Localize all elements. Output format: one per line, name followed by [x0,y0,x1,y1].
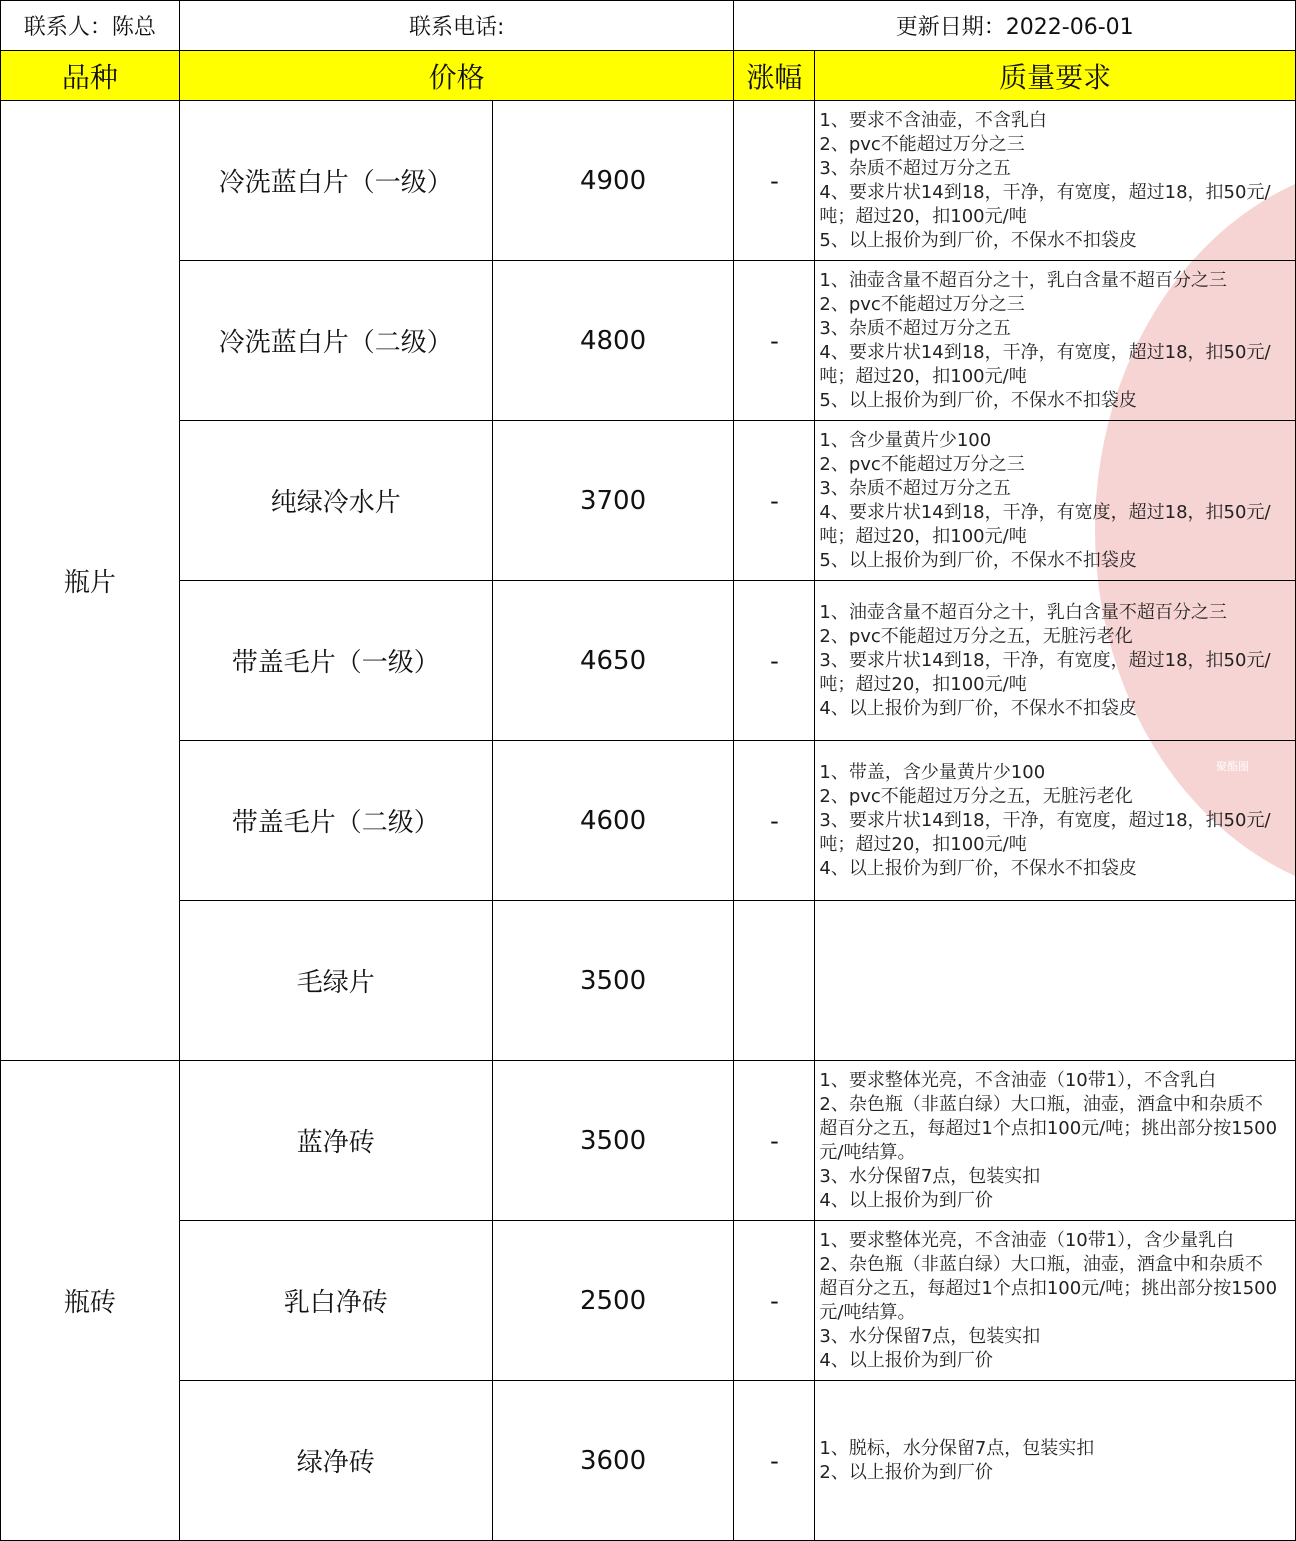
price-change: - [734,581,815,741]
variety-cell: 瓶片 [1,101,180,1061]
quality-line: 1、油壶含量不超百分之十，乳白含量不超百分之三 [819,601,1227,623]
quality-line: 2、以上报价为到厂价 [819,1461,993,1483]
quality-line: 吨；超过20，扣100元/吨 [819,205,1027,227]
quality-line: 吨；超过20，扣100元/吨 [819,365,1027,387]
price-change: - [734,741,815,901]
price-change: - [734,1381,815,1541]
quality-requirements [815,421,1296,581]
price-change: - [734,101,815,261]
header-row [1,51,1296,101]
quality-requirements [815,261,1296,421]
quality-line: 1、脱标，水分保留7点，包装实扣 [819,1437,1095,1459]
quality-line: 2、杂色瓶（非蓝白绿）大口瓶，油壶，酒盒中和杂质不 [819,1093,1263,1115]
quality-line: 5、以上报价为到厂价，不保水不扣袋皮 [819,389,1137,411]
quality-requirements [815,1061,1296,1221]
quality-line: 吨；超过20，扣100元/吨 [819,833,1027,855]
product-name: 冷洗蓝白片（一级） [179,101,492,261]
table-row [1,101,1296,261]
product-name: 冷洗蓝白片（二级） [179,261,492,421]
product-price: 3500 [492,901,734,1061]
watermark-text: 聚酯圈 [1216,760,1249,773]
product-price: 2500 [492,1221,734,1381]
contact-phone: 联系电话: [179,1,734,51]
price-change: - [734,1221,815,1381]
quality-requirements [815,581,1296,741]
column-header-variety: 品种 [1,51,180,101]
quality-line: 3、要求片状14到18，干净，有宽度，超过18，扣50元/ [819,809,1271,831]
quality-line: 5、以上报价为到厂价，不保水不扣袋皮 [819,229,1137,251]
product-name: 毛绿片 [179,901,492,1061]
variety-cell: 瓶砖 [1,1061,180,1541]
quality-line: 3、杂质不超过万分之五 [819,157,1011,179]
quality-line: 2、杂色瓶（非蓝白绿）大口瓶，油壶，酒盒中和杂质不 [819,1253,1263,1275]
product-name: 带盖毛片（一级） [179,581,492,741]
quality-line: 3、水分保留7点，包装实扣 [819,1325,1041,1347]
table-row [1,901,1296,1061]
quality-line: 4、要求片状14到18，干净，有宽度，超过18，扣50元/ [819,501,1271,523]
quality-line: 超百分之五，每超过1个点扣100元/吨；挑出部分按1500 [819,1277,1278,1299]
table-row [1,741,1296,901]
quality-line: 1、带盖，含少量黄片少100 [819,761,1046,783]
column-header-price: 价格 [179,51,734,101]
quality-line: 4、以上报价为到厂价 [819,1189,993,1211]
price-change: - [734,261,815,421]
column-header-quality: 质量要求 [815,51,1296,101]
product-price: 3500 [492,1061,734,1221]
quality-line: 5、以上报价为到厂价，不保水不扣袋皮 [819,549,1137,571]
quality-line: 4、要求片状14到18，干净，有宽度，超过18，扣50元/ [819,181,1271,203]
product-name: 纯绿冷水片 [179,421,492,581]
table-row [1,581,1296,741]
quality-line: 1、油壶含量不超百分之十，乳白含量不超百分之三 [819,269,1227,291]
product-name: 蓝净砖 [179,1061,492,1221]
quality-line: 1、要求整体光亮，不含油壶（10带1），不含乳白 [819,1069,1217,1091]
product-price: 4800 [492,261,734,421]
quality-line: 吨；超过20，扣100元/吨 [819,673,1027,695]
contact-person: 联系人：陈总 [1,1,180,51]
quality-line: 2、pvc不能超过万分之三 [819,133,1025,155]
price-change: - [734,421,815,581]
product-price: 4600 [492,741,734,901]
table-row [1,261,1296,421]
quality-line: 元/吨结算。 [819,1301,916,1323]
product-name: 乳白净砖 [179,1221,492,1381]
update-date: 更新日期：2022-06-01 [734,1,1296,51]
product-price: 3700 [492,421,734,581]
product-price: 4900 [492,101,734,261]
quality-line: 3、要求片状14到18，干净，有宽度，超过18，扣50元/ [819,649,1271,671]
quality-line: 4、以上报价为到厂价，不保水不扣袋皮 [819,857,1137,879]
quality-line: 吨；超过20，扣100元/吨 [819,525,1027,547]
column-header-change: 涨幅 [734,51,815,101]
quality-line: 超百分之五，每超过1个点扣100元/吨；挑出部分按1500 [819,1117,1278,1139]
table-row [1,1221,1296,1381]
quality-line: 4、以上报价为到厂价 [819,1349,993,1371]
quality-requirements [815,101,1296,261]
quality-requirements [815,901,1296,1061]
product-price: 3600 [492,1381,734,1541]
price-change [734,901,815,1061]
quality-line: 1、含少量黄片少100 [819,429,992,451]
product-name: 带盖毛片（二级） [179,741,492,901]
quality-line: 2、pvc不能超过万分之三 [819,293,1025,315]
product-price: 4650 [492,581,734,741]
quality-line: 3、杂质不超过万分之五 [819,317,1011,339]
quality-line: 2、pvc不能超过万分之三 [819,453,1025,475]
quality-line: 元/吨结算。 [819,1141,916,1163]
table-row [1,1061,1296,1221]
quality-requirements [815,1221,1296,1381]
quality-line: 3、杂质不超过万分之五 [819,477,1011,499]
quality-line: 4、以上报价为到厂价，不保水不扣袋皮 [819,697,1137,719]
quality-requirements [815,1381,1296,1541]
quality-requirements [815,741,1296,901]
quality-line: 2、pvc不能超过万分之五，无脏污老化 [819,625,1133,647]
table-row [1,1381,1296,1541]
quality-line: 1、要求整体光亮，不含油壶（10带1），含少量乳白 [819,1229,1235,1251]
quality-line: 3、水分保留7点，包装实扣 [819,1165,1041,1187]
info-row [1,1,1296,51]
product-name: 绿净砖 [179,1381,492,1541]
table-row [1,421,1296,581]
quality-line: 2、pvc不能超过万分之五，无脏污老化 [819,785,1133,807]
quality-line: 1、要求不含油壶，不含乳白 [819,109,1047,131]
quality-line: 4、要求片状14到18，干净，有宽度，超过18，扣50元/ [819,341,1271,363]
price-change: - [734,1061,815,1221]
